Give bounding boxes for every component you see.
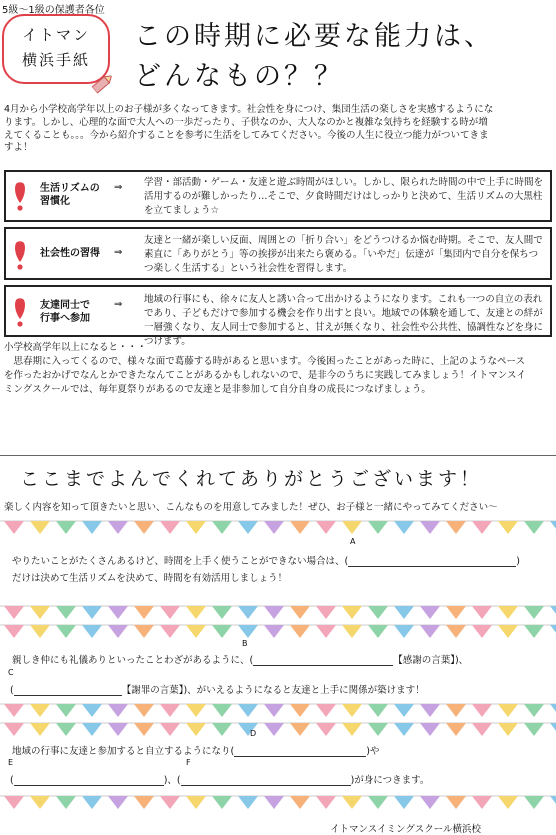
bunting-flag <box>108 625 128 638</box>
arrow-icon: ⇒ <box>114 247 123 258</box>
section-label-2: 社会性の習得 <box>40 248 100 259</box>
bunting-flag <box>238 625 258 638</box>
bunting-flag <box>472 521 492 534</box>
quiz-q1-line2: だけは決めて生活リズムを決めて、時間を有効活用しましょう！ <box>12 573 288 584</box>
bunting-decoration <box>0 605 556 621</box>
bunting-flag <box>264 723 284 736</box>
bunting-flag <box>4 606 24 619</box>
bunting-flag <box>82 796 102 809</box>
bunting-decoration <box>0 703 556 719</box>
bunting-flag <box>290 606 310 619</box>
bunting-flag <box>550 723 556 736</box>
blank-letter-b: B <box>242 639 248 648</box>
bunting-flag <box>446 606 466 619</box>
bunting-flag <box>368 606 388 619</box>
bunting-flag <box>290 521 310 534</box>
quiz-q2-text-d: 【謝罪の言葉】)、がいえるようになると友達と上手に関係が築けます！ <box>121 685 425 696</box>
bunting-flag <box>56 521 76 534</box>
bunting-flag <box>342 606 362 619</box>
bunting-flag <box>264 704 284 717</box>
bunting-flag <box>82 723 102 736</box>
logo-line2: 横浜手紙 <box>21 51 90 69</box>
quiz-blank-b[interactable] <box>253 654 393 666</box>
bunting-flag <box>524 606 544 619</box>
bunting-flag <box>368 521 388 534</box>
bunting-flag <box>420 723 440 736</box>
exclamation-icon <box>14 181 26 211</box>
bunting-flag <box>30 625 50 638</box>
bunting-flag <box>186 796 206 809</box>
bunting-flag <box>82 521 102 534</box>
bunting-flag <box>82 625 102 638</box>
divider <box>0 455 556 456</box>
quiz-blank-c[interactable] <box>14 684 122 696</box>
bunting-decoration <box>0 795 556 811</box>
quiz-q3-text-d: )、( <box>163 775 181 786</box>
quiz-q3-text-a: 地域の行事に友達と参加すると自立するようになり( <box>12 746 235 757</box>
bunting-flag <box>56 606 76 619</box>
logo <box>2 14 110 84</box>
pencil-icon <box>91 72 114 94</box>
arrow-icon: ⇒ <box>114 182 123 193</box>
bunting-flag <box>290 723 310 736</box>
bunting-flag <box>264 625 284 638</box>
page-title-line2: どんなもの？？ <box>134 61 344 92</box>
bunting-flag <box>30 723 50 736</box>
bunting-flag <box>524 521 544 534</box>
bunting-flag <box>186 521 206 534</box>
quiz-q3-line2 <box>10 772 429 786</box>
bunting-decoration <box>0 624 556 640</box>
bunting-flag <box>30 606 50 619</box>
bunting-flag <box>82 704 102 717</box>
bunting-flag <box>238 606 258 619</box>
blank-letter-a: A <box>350 537 356 546</box>
bunting-flag <box>290 625 310 638</box>
bunting-flag <box>160 521 180 534</box>
quiz-blank-a[interactable] <box>348 555 516 567</box>
quiz-blank-f[interactable] <box>181 774 351 786</box>
section-box-2 <box>4 227 552 280</box>
bunting-flag <box>472 796 492 809</box>
bunting-flag <box>212 723 232 736</box>
quiz-q2-line1 <box>12 652 468 666</box>
exclamation-icon <box>14 240 26 270</box>
bunting-flag <box>316 704 336 717</box>
bunting-flag <box>368 625 388 638</box>
bunting-flag <box>420 521 440 534</box>
section-text-1: 学習・部活動・ゲーム・友達と遊ぶ時間がほしい。しかし、限られた時間の中で上手に時間を活用するのが難しかったり…そこで、夕食時間だけはしっかりと決めて、生活リズムの大黒柱を立てましょう☆ <box>144 177 544 216</box>
bunting-flag <box>134 723 154 736</box>
bunting-flag <box>108 796 128 809</box>
bunting-flag <box>394 796 414 809</box>
bunting-flag <box>134 625 154 638</box>
bunting-flag <box>134 521 154 534</box>
bunting-flag <box>160 723 180 736</box>
bunting-flag <box>56 796 76 809</box>
bunting-flag <box>212 704 232 717</box>
bunting-flag <box>498 521 518 534</box>
quiz-q3-line1 <box>12 743 379 757</box>
bunting-flag <box>108 704 128 717</box>
bunting-flag <box>290 704 310 717</box>
bunting-flag <box>264 606 284 619</box>
bunting-flag <box>394 723 414 736</box>
bunting-flag <box>316 606 336 619</box>
quiz-q3-text-c: ( <box>10 775 14 786</box>
bunting-flag <box>446 704 466 717</box>
bunting-flag <box>550 625 556 638</box>
bunting-flag <box>4 796 24 809</box>
bunting-flag <box>342 625 362 638</box>
thanks-heading: ここまでよんでくれてありがとうございます！ <box>20 468 483 490</box>
bunting-decoration <box>0 722 556 738</box>
bunting-flag <box>108 723 128 736</box>
bunting-flag <box>472 723 492 736</box>
bunting-flag <box>368 704 388 717</box>
bunting-flag <box>4 521 24 534</box>
bunting-flag <box>290 796 310 809</box>
bunting-flag <box>160 606 180 619</box>
bunting-flag <box>394 704 414 717</box>
bunting-flag <box>524 796 544 809</box>
section-box-1 <box>4 170 552 222</box>
bunting-flag <box>420 704 440 717</box>
bunting-flag <box>30 796 50 809</box>
bunting-flag <box>524 625 544 638</box>
bunting-flag <box>498 625 518 638</box>
bunting-flag <box>56 625 76 638</box>
intro-paragraph: 4月から小学校高学年以上のお子様が多くなってきます。社会性を身につけ、集団生活の楽しさを実感するようになります。しかし、心理的な面で大人への一歩だったり、子供なのか、大人なのかと複雑な気持ちを経験する時が増えてくることも。。。今から紹介することを参考に生活をしてみてください。今後の人生に役立つ能力がついてきますよ！ <box>4 104 494 154</box>
bunting-flag <box>30 704 50 717</box>
arrow-icon: ⇒ <box>114 299 123 310</box>
bunting-flag <box>446 796 466 809</box>
blank-letter-f: F <box>186 758 191 767</box>
bunting-flag <box>472 625 492 638</box>
quiz-q3-text-b: )や <box>366 746 380 757</box>
logo-line1: イトマン <box>21 26 90 44</box>
bunting-flag <box>160 625 180 638</box>
bunting-flag <box>550 521 556 534</box>
quiz-blank-d[interactable] <box>234 745 366 757</box>
bunting-flag <box>212 796 232 809</box>
section-text-3: 地域の行事にも、徐々に友人と誘い合って出かけるようになります。これも一つの自立の表れであり、子どもだけで参加する機会を作り出すと良い。地域での体験を通して、友達との絆が一層強くなり、友人同士で参加すると、甘えが無くなり、社会性や公共性、協調性などを身につけます。 <box>144 294 544 347</box>
bunting-flag <box>394 521 414 534</box>
bunting-flag <box>186 625 206 638</box>
bunting-flag <box>524 704 544 717</box>
thanks-subtitle: 楽しく内容を知って頂きたいと思い、こんなものを用意してみました！ぜひ、お子様と一緒にやってみてください〜 <box>4 502 498 513</box>
bunting-flag <box>342 723 362 736</box>
bunting-flag <box>498 606 518 619</box>
bunting-flag <box>420 606 440 619</box>
bunting-flag <box>342 796 362 809</box>
bunting-flag <box>212 606 232 619</box>
bunting-flag <box>550 796 556 809</box>
bunting-flag <box>212 521 232 534</box>
section-label-3: 友達同士で 行事へ参加 <box>40 300 90 324</box>
blank-letter-c: C <box>8 668 14 677</box>
page-title-line1: この時期に必要な能力は、 <box>134 21 494 52</box>
bunting-flag <box>498 723 518 736</box>
bunting-flag <box>316 625 336 638</box>
bunting-flag <box>134 606 154 619</box>
quiz-q2-text-b: 【感謝の言葉】)、 <box>393 655 469 666</box>
bunting-flag <box>186 704 206 717</box>
section-label-1: 生活リズムの 習慣化 <box>40 183 100 207</box>
blank-letter-e: E <box>8 758 14 767</box>
bunting-flag <box>342 521 362 534</box>
quiz-q2-text-c: ( <box>10 685 14 696</box>
bunting-flag <box>264 796 284 809</box>
bunting-flag <box>30 521 50 534</box>
blank-letter-d: D <box>250 729 257 738</box>
quiz-q1-text-a: やりたいことがたくさんあるけど、時間を上手く使うことができない場合は、( <box>12 556 349 567</box>
bunting-flag <box>316 723 336 736</box>
bunting-flag <box>56 704 76 717</box>
bunting-flag <box>4 723 24 736</box>
bunting-flag <box>472 606 492 619</box>
bunting-flag <box>446 625 466 638</box>
bunting-flag <box>108 606 128 619</box>
bunting-flag <box>160 704 180 717</box>
bunting-flag <box>420 625 440 638</box>
bunting-flag <box>238 704 258 717</box>
bunting-flag <box>56 723 76 736</box>
quiz-q3-text-end: )が身につきます。 <box>350 775 430 786</box>
section-box-3 <box>4 285 552 347</box>
bunting-flag <box>82 606 102 619</box>
quiz-q1-line1 <box>12 553 520 567</box>
quiz-blank-e[interactable] <box>14 774 164 786</box>
bunting-flag <box>186 723 206 736</box>
bunting-flag <box>472 704 492 717</box>
bunting-flag <box>4 704 24 717</box>
bunting-flag <box>212 625 232 638</box>
bunting-flag <box>498 704 518 717</box>
bunting-flag <box>4 625 24 638</box>
bunting-flag <box>446 521 466 534</box>
bunting-flag <box>316 796 336 809</box>
bunting-flag <box>368 723 388 736</box>
quiz-q2-text-a: 親しき仲にも礼儀ありといったことわざがあるように、( <box>12 655 254 666</box>
bunting-flag <box>160 796 180 809</box>
bunting-flag <box>134 704 154 717</box>
section-text-2: 友達と一緒が楽しい反面、周囲との「折り合い」をどうつけるか悩む時期。そこで、友人間で素直に「ありがとう」等の挨拶が出来たら褒める。「いやだ」伝達が「集団内で自分を保ちつつ楽しく生活する」という社会性を習得します。 <box>144 235 543 274</box>
bunting-flag <box>550 704 556 717</box>
exclamation-icon <box>14 297 26 327</box>
quiz-q2-line2 <box>10 682 425 696</box>
bunting-flag <box>238 796 258 809</box>
bunting-flag <box>368 796 388 809</box>
bunting-flag <box>446 723 466 736</box>
bunting-flag <box>394 606 414 619</box>
bunting-flag <box>108 521 128 534</box>
bunting-flag <box>186 606 206 619</box>
bunting-flag <box>394 625 414 638</box>
bunting-flag <box>420 796 440 809</box>
outro-paragraph: 小学校高学年以上になると・・・ 思春期に入ってくるので、様々な面で葛藤する時があると思います。今後困ったことがあった時に、上記のようなペースを作ったおかげでなんとかできたなんてことがあるかもしれないので、是非今のうちに実践してみましょう！イトマンスイミングスクールでは、毎年夏祭りがあるので友達と是非参加して自分自身の成長につなげましょう。 <box>4 342 526 395</box>
quiz-q1-text-b: ) <box>516 556 520 567</box>
footer-school-name: イトマンスイミングスクール横浜校 <box>330 824 482 835</box>
header-note: 5級〜1級の保護者各位 <box>2 5 105 16</box>
bunting-flag <box>342 704 362 717</box>
bunting-flag <box>238 521 258 534</box>
bunting-flag <box>498 796 518 809</box>
bunting-flag <box>264 521 284 534</box>
bunting-flag <box>524 723 544 736</box>
bunting-flag <box>550 606 556 619</box>
bunting-flag <box>316 521 336 534</box>
bunting-decoration <box>0 520 556 536</box>
bunting-flag <box>134 796 154 809</box>
